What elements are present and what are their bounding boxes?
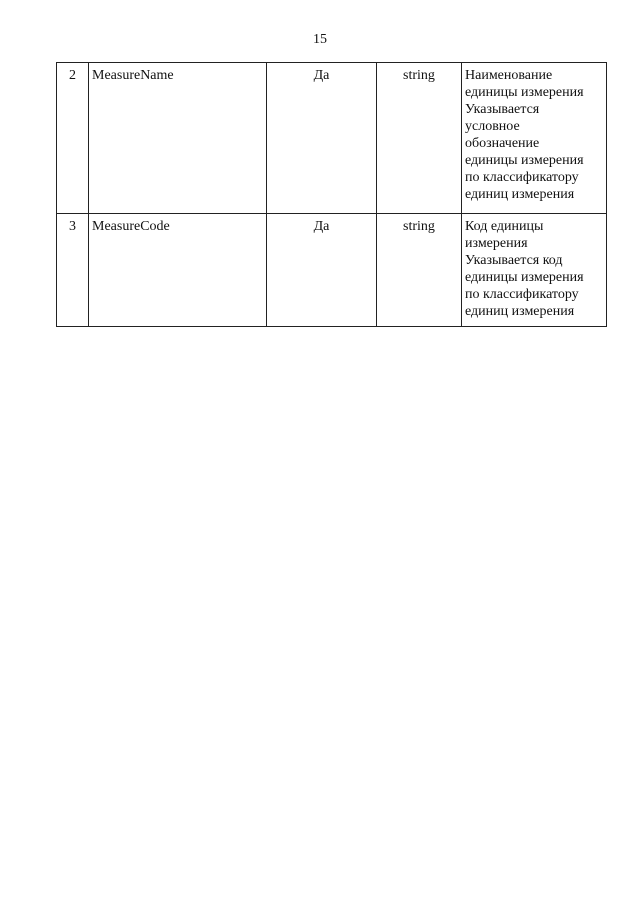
description-line: единицы измерения [465,270,584,285]
description-line: Наименование [465,68,553,83]
description-line: единиц измерения [465,304,575,319]
field-table [56,62,607,327]
required-cell: Да [267,214,377,327]
row-number-cell: 3 [57,214,89,327]
description-line: измерения [465,236,528,251]
description-line: по классификатору [465,170,579,185]
description-line: единицы измерения [465,85,584,100]
field-name-cell: MeasureName [89,63,267,214]
description-line: условное [465,119,520,134]
table-row [57,214,607,327]
type-cell: string [377,63,462,214]
required-cell: Да [267,63,377,214]
description-cell [462,214,607,327]
description-line: Указывается [465,102,540,117]
table-row [57,63,607,214]
description-cell [462,63,607,214]
field-name-cell: MeasureCode [89,214,267,327]
description-line: по классификатору [465,287,579,302]
description-line: Код единицы [465,219,544,234]
description-line: единиц измерения [465,187,575,202]
page-number: 15 [313,32,327,47]
description-line: Указывается код [465,253,563,268]
description-line: единицы измерения [465,153,584,168]
type-cell: string [377,214,462,327]
description-line: обозначение [465,136,540,151]
row-number-cell: 2 [57,63,89,214]
